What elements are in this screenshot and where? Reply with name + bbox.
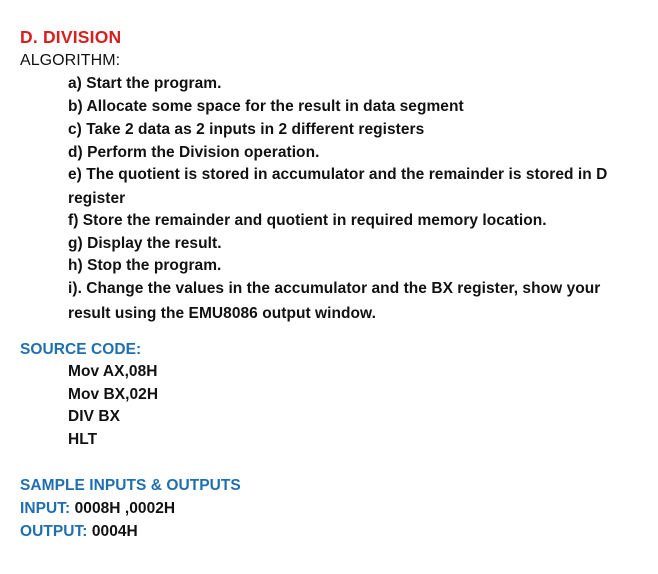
algorithm-step: g) Display the result. — [68, 235, 222, 252]
algorithm-heading: ALGORITHM: — [20, 52, 121, 69]
output-value: 0004H — [87, 523, 138, 540]
algorithm-step-continued: register — [68, 190, 126, 207]
output-label: OUTPUT: — [20, 523, 88, 540]
algorithm-step-continued: result using the EMU8086 output window. — [68, 305, 376, 322]
input-value: 0008H ,0002H — [70, 500, 176, 517]
sample-heading: SAMPLE INPUTS & OUTPUTS — [20, 477, 241, 494]
source-code-line: DIV BX — [68, 408, 120, 425]
algorithm-step: d) Perform the Division operation. — [68, 144, 320, 161]
source-code-line: Mov BX,02H — [68, 386, 159, 403]
algorithm-step: b) Allocate some space for the result in data segment — [68, 98, 464, 115]
algorithm-step: a) Start the program. — [68, 75, 222, 92]
page-title: D. DIVISION — [20, 27, 122, 47]
algorithm-step: e) The quotient is stored in accumulator and the remainder is stored in D — [68, 166, 608, 183]
source-code-line: Mov AX,08H — [68, 363, 158, 380]
algorithm-step: h) Stop the program. — [68, 257, 222, 274]
algorithm-step: f) Store the remainder and quotient in required memory location. — [68, 212, 547, 229]
sample-output-row — [20, 522, 138, 542]
input-label: INPUT: — [20, 500, 71, 517]
algorithm-step: i). Change the values in the accumulator and the BX register, show your — [68, 280, 601, 297]
algorithm-step: c) Take 2 data as 2 inputs in 2 different registers — [68, 121, 425, 138]
sample-input-row — [20, 499, 175, 519]
source-code-line: HLT — [68, 431, 98, 448]
source-code-heading: SOURCE CODE: — [20, 341, 142, 358]
